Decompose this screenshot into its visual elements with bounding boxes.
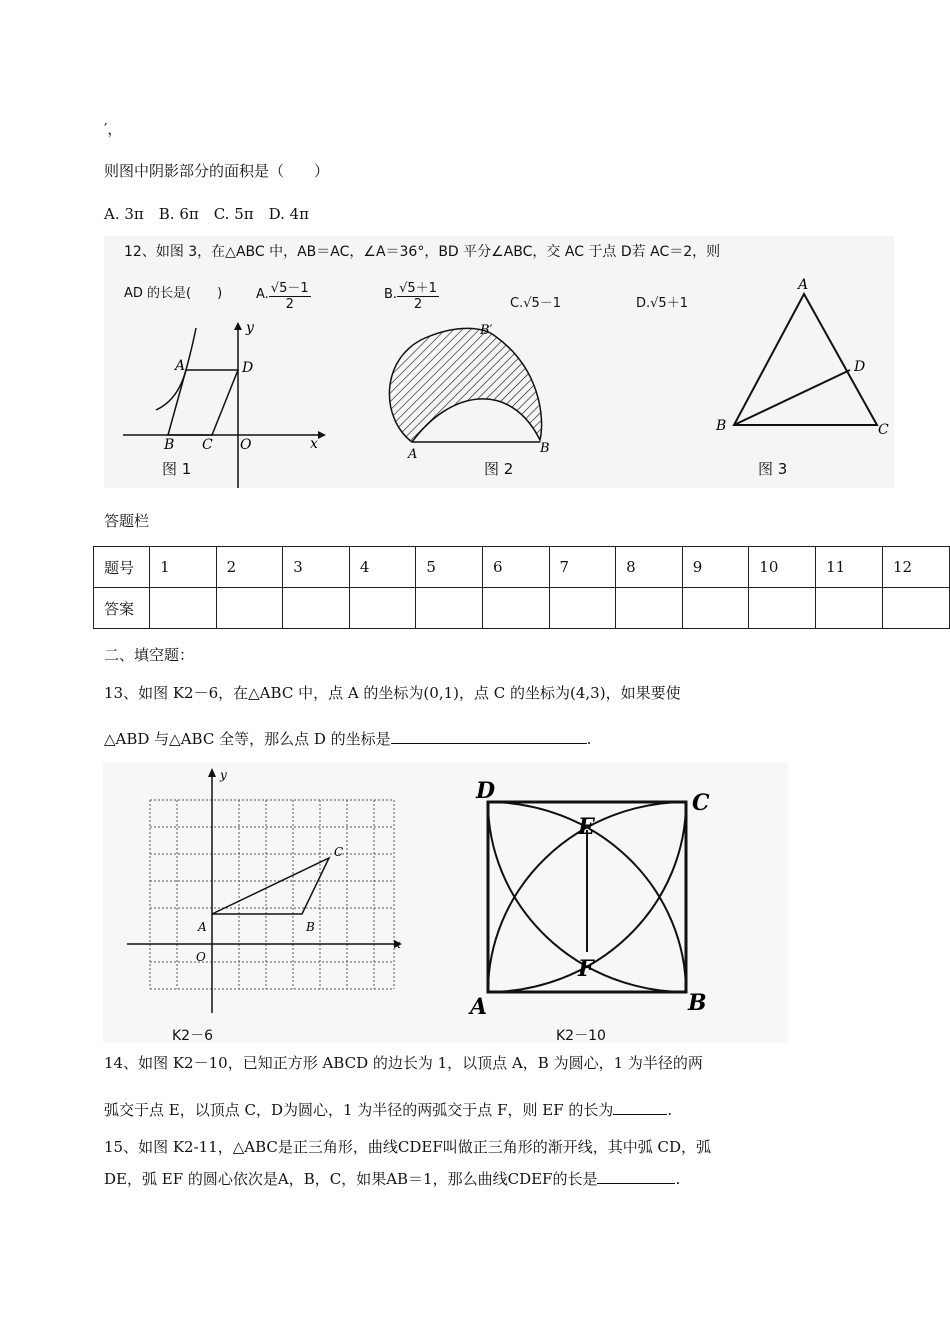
question-number-cell: 1 [150,547,217,588]
question-number-cell: 4 [349,547,416,588]
question-number-cell: 12 [883,547,950,588]
q15-end: . [675,1170,681,1188]
q15-line2 [104,1168,680,1189]
answer-cell[interactable] [283,588,350,629]
figure-1 [118,318,328,492]
fig1-label-d: D [242,360,254,376]
fig2-label-a: A [408,447,418,462]
q13-line1: 13、如图 K2－6，在△ABC 中，点 A 的坐标为(0,1)，点 C 的坐标为(4,3)，如果要使 [104,684,681,702]
q13-answer-blank[interactable] [391,729,587,744]
k2-10-label-c: C [692,790,710,816]
fig3-label-d: D [854,359,866,375]
q14-line1: 14、如图 K2－10，已知正方形 ABCD 的边长为 1，以顶点 A，B 为圆心，1 为半径的两 [104,1054,703,1072]
q14-end: . [667,1101,673,1119]
answer-cell[interactable] [150,588,217,629]
top-mark: ′， [104,120,123,138]
answer-table-row-answers [94,588,950,629]
q12-option-b [384,277,439,312]
fig2-caption: 图 2 [484,460,514,478]
figure-3 [712,274,897,443]
question-number-cell: 8 [616,547,683,588]
k2-6-caption: K2－6 [172,1028,213,1044]
option-a-label: A. [256,287,269,302]
q13-line2 [104,728,591,749]
question-number-cell: 3 [283,547,350,588]
q12-prefix [124,282,222,301]
answer-cell[interactable] [816,588,883,629]
k2-6-label-y: y [220,768,227,782]
answer-table-row-numbers [94,547,950,588]
k2-6-label-x: x [394,937,401,951]
k2-6-label-a: A [198,920,207,934]
answer-table [93,546,950,629]
question-number-cell: 5 [416,547,483,588]
answer-sheet-title: 答题栏 [104,512,150,530]
option-b-numerator: √5＋1 [397,277,439,297]
figure-k2-6 [122,765,412,1019]
fig1-label-a: A [175,358,186,374]
k2-10-label-e: E [578,814,595,840]
fig2-label-b: B [540,441,550,456]
q11-stem: 则图中阴影部分的面积是（ ） [104,162,330,180]
q14-line2-text: 弧交于点 E，以顶点 C，D为圆心，1 为半径的两弧交于点 F，则 EF 的长为 [104,1101,614,1119]
q12-option-d: D.√5＋1 [636,296,688,311]
k2-10-label-d: D [476,778,496,804]
fig1-label-b: B [164,437,175,453]
q12-stem: 12、如图 3，在△ABC 中，AB＝AC，∠A＝36°，BD 平分∠ABC，交 AC 于点 D若 AC＝2，则 [124,244,721,260]
fig1-label-x: x [310,436,318,452]
question-number-cell: 11 [816,547,883,588]
answer-cell[interactable] [349,588,416,629]
answer-cell[interactable] [216,588,283,629]
fig3-label-b: B [716,418,727,434]
option-b-denominator: 2 [413,297,423,312]
option-a-denominator: 2 [285,297,294,312]
answer-cell[interactable] [682,588,749,629]
option-b-label: B. [384,287,398,302]
k2-10-label-f: F [578,956,594,982]
question-number-cell: 9 [682,547,749,588]
fig2-label-bprime: B′ [480,323,493,338]
answer-cell[interactable] [749,588,816,629]
q15-line1: 15、如图 K2-11，△ABC是正三角形，曲线CDEF叫做正三角形的渐开线，其中弧 CD，弧 [104,1138,712,1156]
k2-10-label-a: A [470,994,488,1020]
q12-option-a [256,277,311,312]
row-head-answer: 答案 [94,588,150,629]
figure-k2-10 [466,770,726,1024]
fig1-label-o: O [240,437,252,453]
figure-2 [380,318,560,467]
k2-10-caption: K2－10 [556,1028,606,1044]
question-number-cell: 2 [216,547,283,588]
fig1-label-c: C [202,437,213,453]
q11-options: A. 3π B. 6π C. 5π D. 4π [104,205,310,223]
k2-6-label-b: B [306,920,315,934]
k2-6-label-c: C [334,845,344,859]
row-head-number: 题号 [94,547,150,588]
fig1-label-y: y [246,320,254,336]
q12-option-c: C.√5－1 [510,296,562,311]
answer-cell[interactable] [616,588,683,629]
q14-line2 [104,1099,672,1120]
option-a-numerator: √5－1 [269,277,311,297]
answer-cell[interactable] [883,588,950,629]
question-number-cell: 10 [749,547,816,588]
fig3-caption: 图 3 [758,460,788,478]
k2-10-label-b: B [688,990,707,1016]
q13-end: . [586,730,592,748]
q12-prefix-text: AD 的长是( ) [124,286,223,301]
fig1-caption: 图 1 [162,460,192,478]
question-number-cell: 6 [482,547,549,588]
answer-cell[interactable] [482,588,549,629]
q15-line2-text: DE，弧 EF 的圆心依次是A，B，C，如果AB＝1，那么曲线CDEF的长是 [104,1170,598,1188]
section-2-heading: 二、填空题： [104,646,195,664]
fig3-label-a: A [798,277,809,293]
q15-answer-blank[interactable] [597,1169,675,1184]
fig3-label-c: C [878,422,889,438]
answer-cell[interactable] [416,588,483,629]
q13-line2-text: △ABD 与△ABC 全等，那么点 D 的坐标是 [104,730,391,748]
answer-cell[interactable] [549,588,616,629]
k2-6-label-o: O [196,950,206,964]
q14-answer-blank[interactable] [613,1100,667,1115]
question-number-cell: 7 [549,547,616,588]
